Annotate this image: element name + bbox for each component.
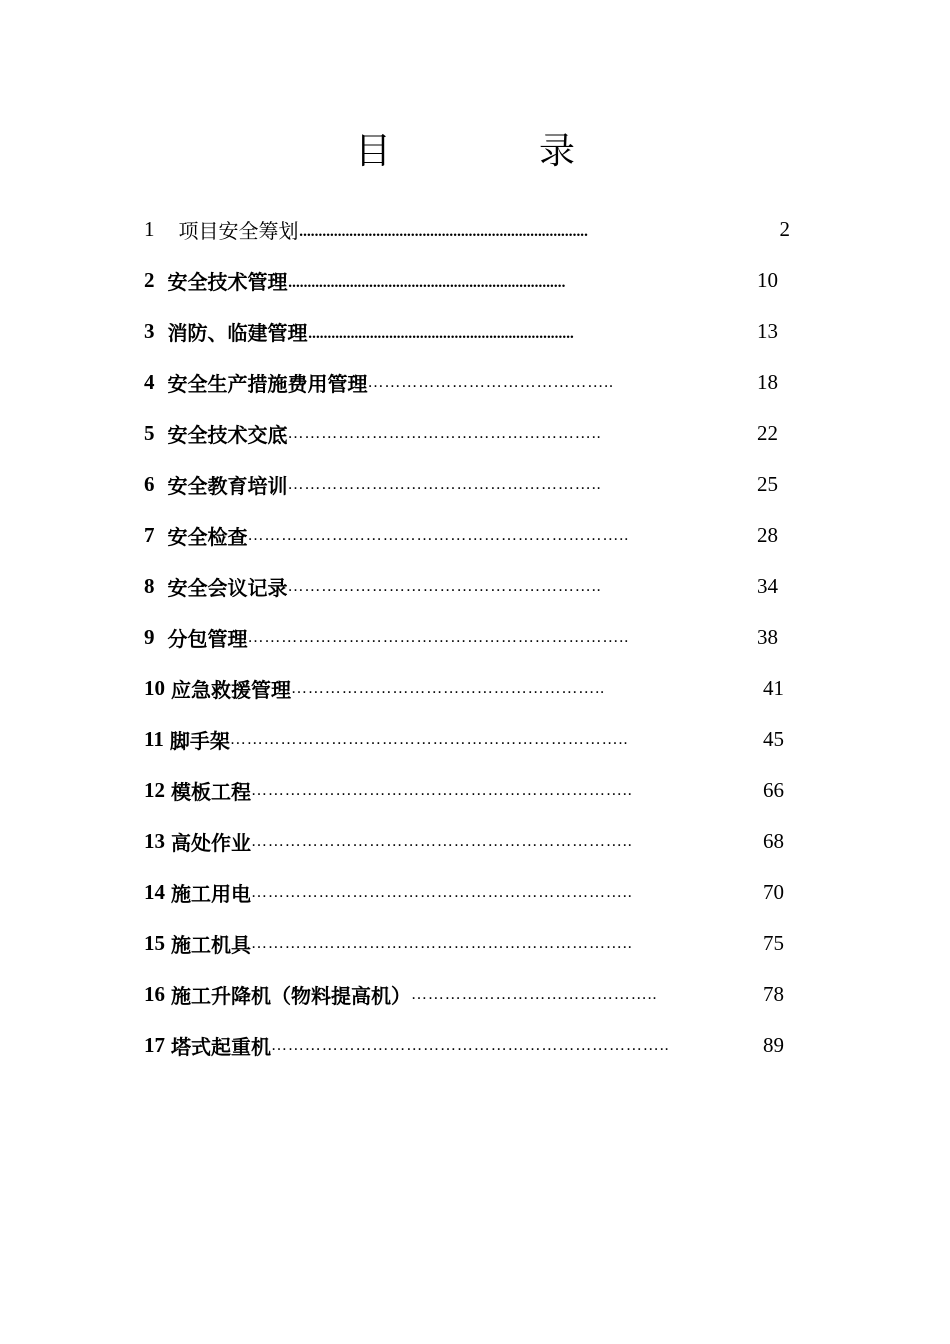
toc-entry[interactable] <box>144 561 778 612</box>
toc-entry-number: 1 <box>144 217 155 241</box>
toc-entry-number: 6 <box>144 472 155 496</box>
toc-entry[interactable] <box>144 459 778 510</box>
toc-entry-page: 45 <box>763 727 784 751</box>
toc-entry-page: 10 <box>757 268 778 292</box>
toc-entry-page: 28 <box>757 523 778 547</box>
toc-entry-title: 脚手架 <box>169 729 230 753</box>
toc-entry[interactable] <box>144 255 778 306</box>
toc-entry-number: 5 <box>144 421 155 445</box>
toc-entry-title: 安全检查 <box>167 525 248 549</box>
toc-entry-page: 75 <box>763 931 784 955</box>
toc-entry-number: 9 <box>144 625 155 649</box>
toc-entry-number: 13 <box>144 829 165 853</box>
toc-entry-leader: ........................................................................... <box>298 217 588 241</box>
toc-entry-title: 安全生产措施费用管理 <box>167 372 368 396</box>
toc-entry-title: 消防、临建管理 <box>167 321 308 345</box>
toc-entry[interactable] <box>144 816 784 867</box>
toc-entry[interactable] <box>144 204 790 255</box>
toc-entry[interactable] <box>144 612 778 663</box>
toc-entry-number: 12 <box>144 778 165 802</box>
toc-entry-page: 2 <box>779 217 790 241</box>
toc-entry-page: 41 <box>763 676 784 700</box>
toc-entry-page: 66 <box>763 778 784 802</box>
toc-entry-leader: ……………………………………………….. <box>287 475 602 493</box>
toc-entry-title: 施工机具 <box>171 933 251 957</box>
toc-entry[interactable] <box>144 969 784 1020</box>
toc-entry-title: 项目安全筹划 <box>178 219 299 243</box>
toc-entry-page: 68 <box>763 829 784 853</box>
toc-entry-page: 89 <box>763 1033 784 1057</box>
toc-entry-number: 17 <box>144 1033 165 1057</box>
toc-entry-number: 2 <box>144 268 155 292</box>
toc-entry-number: 16 <box>144 982 165 1006</box>
toc-entry-page: 34 <box>757 574 778 598</box>
toc-entry-page: 25 <box>757 472 778 496</box>
toc-entry[interactable] <box>144 408 778 459</box>
toc-entry-number: 7 <box>144 523 155 547</box>
toc-entry-page: 18 <box>757 370 778 394</box>
toc-entry-number: 8 <box>144 574 155 598</box>
toc-entry[interactable] <box>144 765 784 816</box>
toc-entry[interactable] <box>144 357 778 408</box>
toc-entry-leader: ..................................................................... <box>307 319 574 343</box>
toc-entry-number: 15 <box>144 931 165 955</box>
toc-entry-page: 22 <box>757 421 778 445</box>
toc-entry-title: 应急救援管理 <box>171 678 291 702</box>
toc-entry-leader: ……………………………………………….. <box>291 679 605 697</box>
toc-title: 目 录 <box>354 131 631 172</box>
toc-entry-leader: ………………………………………………………….. <box>247 628 630 646</box>
toc-entry-page: 78 <box>763 982 784 1006</box>
toc-list <box>144 204 790 1071</box>
toc-entry[interactable] <box>144 1020 784 1071</box>
toc-entry-title: 安全教育培训 <box>167 474 288 498</box>
toc-entry-title: 施工升降机（物料提高机） <box>171 984 411 1008</box>
toc-entry-page: 70 <box>763 880 784 904</box>
toc-entry-leader: ………………………………………………………….. <box>251 832 633 850</box>
toc-entry-number: 10 <box>144 676 165 700</box>
toc-entry-number: 14 <box>144 880 165 904</box>
toc-entry[interactable] <box>144 306 778 357</box>
toc-entry[interactable] <box>144 663 784 714</box>
toc-entry[interactable] <box>144 714 784 765</box>
toc-entry-title: 安全技术管理 <box>167 270 288 294</box>
toc-entry-number: 11 <box>144 727 164 751</box>
toc-entry-leader: …………………………………….. <box>411 985 658 1003</box>
toc-entry-title: 安全技术交底 <box>167 423 288 447</box>
toc-entry-leader: ........................................................................ <box>287 268 565 292</box>
toc-entry-title: 安全会议记录 <box>167 576 288 600</box>
toc-entry-leader: …………………………………………………………….. <box>271 1036 670 1054</box>
toc-entry-title: 塔式起重机 <box>171 1035 271 1059</box>
toc-entry-title: 施工用电 <box>171 882 251 906</box>
toc-entry-leader: …………………………………….. <box>367 373 614 391</box>
toc-entry[interactable] <box>144 867 784 918</box>
toc-entry-title: 分包管理 <box>167 627 248 651</box>
toc-entry-page: 13 <box>757 319 778 343</box>
toc-entry-leader: ………………………………………………………….. <box>251 781 633 799</box>
toc-entry[interactable] <box>144 510 778 561</box>
toc-entry-number: 3 <box>144 319 155 343</box>
toc-entry-number: 4 <box>144 370 155 394</box>
toc-entry-leader: ………………………………………………………….. <box>251 934 633 952</box>
toc-entry-leader: ……………………………………………….. <box>287 424 602 442</box>
toc-entry-leader: …………………………………………………………….. <box>229 730 629 748</box>
toc-entry-page: 38 <box>757 625 778 649</box>
toc-entry[interactable] <box>144 918 784 969</box>
toc-entry-title: 模板工程 <box>171 780 251 804</box>
toc-entry-leader: ……………………………………………….. <box>287 577 602 595</box>
toc-entry-leader: ………………………………………………………….. <box>247 526 630 544</box>
toc-entry-leader: ………………………………………………………….. <box>251 883 633 901</box>
toc-entry-title: 高处作业 <box>171 831 251 855</box>
